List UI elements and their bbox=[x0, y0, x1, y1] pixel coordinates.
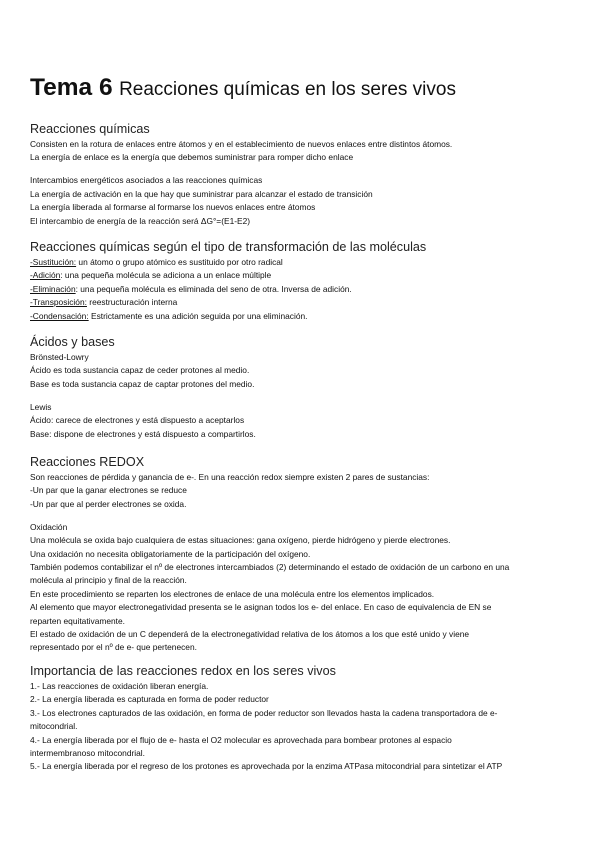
list-item bbox=[30, 310, 575, 323]
paragraph: -Un par que la ganar electrones se reduce bbox=[30, 485, 187, 496]
section-heading: Ácidos y bases bbox=[30, 335, 115, 349]
section-heading: Reacciones químicas bbox=[30, 122, 150, 136]
description: : una pequeña molécula se adiciona a un enlace múltiple bbox=[60, 270, 272, 281]
paragraph: reparten equitativamente. bbox=[30, 615, 125, 626]
list-item: 3.- Los electrones capturados de las oxidación, en forma de poder reductor son llevados hasta la cadena transportadora de e- bbox=[30, 707, 498, 718]
paragraph: La energía liberada al formarse al formarse los nuevos enlaces entre átomos bbox=[30, 202, 316, 213]
list-item bbox=[30, 269, 575, 282]
list-item: 4.- La energía liberada por el flujo de e- hasta el O2 molecular es aprovechada para bombear protones al espacio bbox=[30, 734, 452, 745]
paragraph: El estado de oxidación de un C dependerá de la electronegatividad relativa de los átomos a los que esté unido y viene bbox=[30, 629, 470, 640]
paragraph: Ácido es toda sustancia capaz de ceder protones al medio. bbox=[30, 365, 250, 376]
title-text: Reacciones químicas en los seres vivos bbox=[119, 79, 456, 100]
paragraph: La energía de activación en la que hay que suministrar para alcanzar el estado de transición bbox=[30, 188, 373, 199]
list-item bbox=[30, 283, 575, 296]
subheading: Lewis bbox=[30, 401, 52, 412]
section-importancia-redox bbox=[30, 663, 575, 774]
term: -Transposición: bbox=[30, 297, 87, 308]
paragraph: Base es toda sustancia capaz de captar protones del medio. bbox=[30, 378, 255, 389]
paragraph: -Un par que al perder electrones se oxida. bbox=[30, 498, 187, 509]
description: reestructuración interna bbox=[86, 297, 178, 308]
paragraph: Al elemento que mayor electronegatividad presenta se le asignan todos los e- del enlace. En caso de equivalencia de EN se bbox=[30, 602, 492, 613]
paragraph: El intercambio de energía de la reacción será ΔG°=(E1-E2) bbox=[30, 215, 251, 226]
paragraph: Consisten en la rotura de enlaces entre átomos y en el establecimiento de nuevos enlaces entre distintos átomos. bbox=[30, 139, 453, 149]
list-item: intermembranoso mitocondrial. bbox=[30, 748, 145, 759]
term: -Sustitución: bbox=[30, 257, 77, 267]
paragraph: representado por el nº de e- que pertenecen. bbox=[30, 642, 197, 653]
description: Estrictamente es una adición seguida por una eliminación. bbox=[88, 310, 308, 321]
title-number: Tema 6 bbox=[30, 74, 113, 101]
subheading: Intercambios energéticos asociados a las reacciones químicas bbox=[30, 175, 263, 186]
term: -Adición bbox=[30, 270, 61, 281]
list-item: 5.- La energía liberada por el regreso de los protones es aprovechada por la enzima ATPasa mitocondrial para sintetizar el ATP bbox=[30, 761, 503, 772]
list-item bbox=[30, 256, 575, 269]
paragraph: Ácido: carece de electrones y está dispuesto a aceptarlos bbox=[30, 415, 245, 426]
subheading: Brönsted-Lowry bbox=[30, 352, 89, 362]
paragraph: Una oxidación no necesita obligatoriamente de la participación del oxígeno. bbox=[30, 548, 311, 559]
section-heading: Reacciones REDOX bbox=[30, 455, 145, 469]
paragraph: molécula al principio y final de la reacción. bbox=[30, 575, 187, 586]
section-tipos-transformacion bbox=[30, 239, 575, 323]
subheading: Oxidación bbox=[30, 521, 68, 532]
paragraph: Son reacciones de pérdida y ganancia de e-. En una reacción redox siempre existen 2 pares de sustancias: bbox=[30, 472, 430, 482]
term: -Eliminación bbox=[30, 283, 76, 294]
list-item: mitocondrial. bbox=[30, 721, 78, 732]
description: : una pequeña molécula es eliminada del seno de otra. Inversa de adición. bbox=[75, 283, 352, 294]
page-title bbox=[30, 74, 456, 102]
paragraph: Una molécula se oxida bajo cualquiera de estas situaciones: gana oxígeno, pierde hidrógeno y pierde electrones. bbox=[30, 535, 451, 546]
paragraph: También podemos contabilizar el nº de electrones intercambiados (2) determinando el estado de oxidación de un carbono en una bbox=[30, 562, 510, 573]
section-reacciones-quimicas bbox=[30, 121, 575, 228]
list-item bbox=[30, 296, 575, 309]
section-heading: Importancia de las reacciones redox en los seres vivos bbox=[30, 664, 336, 678]
paragraph: La energía de enlace es la energía que debemos suministrar para romper dicho enlace bbox=[30, 152, 354, 163]
term: -Condensación: bbox=[30, 310, 89, 321]
list-item: 1.- Las reacciones de oxidación liberan energía. bbox=[30, 681, 209, 691]
description: un átomo o grupo atómico es sustituido por otro radical bbox=[76, 257, 283, 267]
paragraph: En este procedimiento se reparten los electrones de enlace de una molécula entre los elementos implicados. bbox=[30, 588, 435, 599]
paragraph: Base: dispone de electrones y está dispuesto a compartirlos. bbox=[30, 428, 256, 439]
section-acidos-bases bbox=[30, 334, 575, 441]
list-item: 2.- La energía liberada es capturada en forma de poder reductor bbox=[30, 694, 269, 705]
section-heading: Reacciones químicas según el tipo de transformación de las moléculas bbox=[30, 240, 427, 254]
section-reacciones-redox bbox=[30, 454, 575, 655]
